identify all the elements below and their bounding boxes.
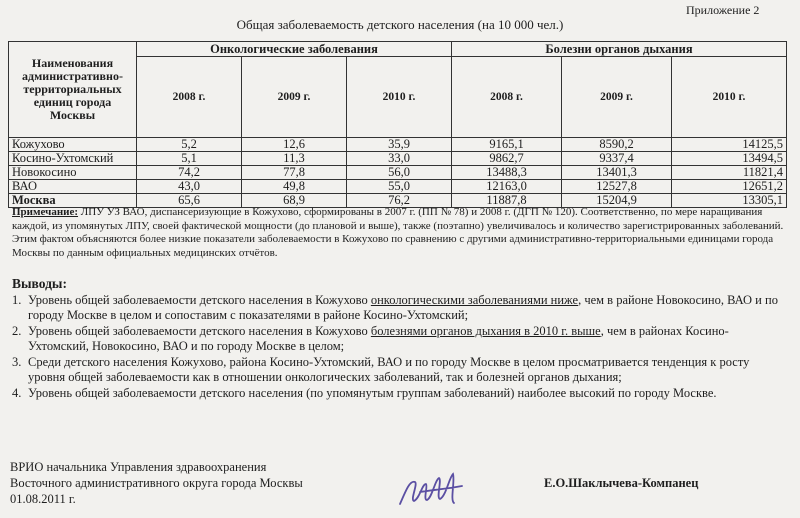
signatory-block	[10, 459, 303, 507]
cell-value: 15204,9	[562, 194, 672, 208]
cell-value: 77,8	[242, 166, 347, 180]
column-header-year: 2009 г.	[562, 57, 672, 138]
signatory-name: Е.О.Шаклычева-Компанец	[544, 476, 699, 490]
cell-value: 68,9	[242, 194, 347, 208]
row-name: Москва	[9, 194, 137, 208]
list-item	[12, 355, 782, 385]
signature-stroke	[400, 474, 462, 504]
cell-value: 55,0	[347, 180, 452, 194]
cell-value: 5,1	[137, 152, 242, 166]
cell-value: 35,9	[347, 138, 452, 152]
column-group-oncology: Онкологические заболевания	[137, 42, 452, 57]
cell-value: 14125,5	[672, 138, 787, 152]
conclusions-title: Выводы:	[12, 276, 67, 291]
cell-value: 33,0	[347, 152, 452, 166]
column-header-name: Наименования административно-территориальных единиц города Москвы	[9, 42, 137, 138]
conclusions-list	[12, 293, 782, 402]
column-header-year: 2009 г.	[242, 57, 347, 138]
cell-value: 65,6	[137, 194, 242, 208]
row-name: Косино-Ухтомский	[9, 152, 137, 166]
cell-value: 12,6	[242, 138, 347, 152]
table-row	[9, 166, 787, 180]
cell-value: 13488,3	[452, 166, 562, 180]
cell-value: 56,0	[347, 166, 452, 180]
list-item	[12, 386, 782, 401]
item-text: Среди детского населения Кожухово, района Косино-Ухтомский, ВАО и по городу Москве в целом просматривается тенденция к росту уровня общей заболеваемости как в отношении онкологических заболеваний, так и болезней органов дыхания;	[28, 355, 750, 384]
signatory-organization: Восточного административного округа города Москвы	[10, 476, 303, 490]
cell-value: 8590,2	[562, 138, 672, 152]
table-row	[9, 138, 787, 152]
row-name: Новокосино	[9, 166, 137, 180]
column-header-year: 2008 г.	[137, 57, 242, 138]
cell-value: 43,0	[137, 180, 242, 194]
cell-value: 76,2	[347, 194, 452, 208]
cell-value: 5,2	[137, 138, 242, 152]
column-header-year: 2010 г.	[347, 57, 452, 138]
row-name: Кожухово	[9, 138, 137, 152]
appendix-label: Приложение 2	[686, 3, 760, 17]
item-number: 4.	[12, 386, 22, 400]
column-group-respiratory: Болезни органов дыхания	[452, 42, 787, 57]
morbidity-table	[8, 41, 787, 208]
handwritten-signature	[396, 470, 472, 510]
note-label: Примечание:	[12, 206, 79, 218]
list-item	[12, 324, 782, 354]
row-name: ВАО	[9, 180, 137, 194]
table-group-header-row	[9, 42, 787, 57]
item-number: 2.	[12, 324, 22, 338]
cell-value: 11887,8	[452, 194, 562, 208]
cell-value: 13305,1	[672, 194, 787, 208]
cell-value: 9165,1	[452, 138, 562, 152]
cell-value: 12651,2	[672, 180, 787, 194]
cell-value: 13494,5	[672, 152, 787, 166]
cell-value: 9337,4	[562, 152, 672, 166]
item-number: 3.	[12, 355, 22, 369]
cell-value: 49,8	[242, 180, 347, 194]
column-header-year: 2008 г.	[452, 57, 562, 138]
item-text: Уровень общей заболеваемости детского населения в Кожухово	[28, 324, 371, 338]
table-row	[9, 180, 787, 194]
column-header-year: 2010 г.	[672, 57, 787, 138]
cell-value: 12527,8	[562, 180, 672, 194]
item-number: 1.	[12, 293, 22, 307]
table-row	[9, 152, 787, 166]
note-text: ЛПУ УЗ ВАО, диспансеризующие в Кожухово, сформированы в 2007 г. (ПП № 78) и 2008 г. (ДГП № 120). Соответственно, по мере наращивания каждой, из упомянутых ЛПУ, своей фактической мощности (до плановой и выше), также (поэтапно) увеличивалось и количество зарегистрированных заболеваний. Этим фактом объясняются более низкие показатели заболеваемости в Кожухово по сравнению с другими административно-территориальными единицами города Москвы по данным официальных медицинских отчётов.	[12, 206, 784, 259]
item-text: Уровень общей заболеваемости детского населения (по упомянутым группам заболеваний) наиболее высокий по городу Москве.	[28, 386, 717, 400]
cell-value: 11821,4	[672, 166, 787, 180]
item-text: , чем в районе Новокосино, ВАО и по городу Москве в целом и сопоставим с показателями в районе Косино-Ухтомский;	[28, 293, 778, 322]
cell-value: 74,2	[137, 166, 242, 180]
table-note	[12, 206, 786, 260]
item-text: Уровень общей заболеваемости детского населения в Кожухово	[28, 293, 371, 307]
cell-value: 11,3	[242, 152, 347, 166]
item-text: , чем в районах Косино-Ухтомский, Новокосино, ВАО и по городу Москве в целом;	[28, 324, 729, 353]
list-item	[12, 293, 782, 323]
cell-value: 12163,0	[452, 180, 562, 194]
cell-value: 9862,7	[452, 152, 562, 166]
cell-value: 13401,3	[562, 166, 672, 180]
document-title: Общая заболеваемость детского населения (на 10 000 чел.)	[236, 17, 564, 32]
signatory-position: ВРИО начальника Управления здравоохранения	[10, 460, 267, 474]
item-text-underlined: онкологическими заболеваниями ниже	[370, 293, 579, 307]
document-date: 01.08.2011 г.	[10, 492, 76, 506]
item-text-underlined: болезнями органов дыхания в 2010 г. выше	[370, 324, 601, 338]
